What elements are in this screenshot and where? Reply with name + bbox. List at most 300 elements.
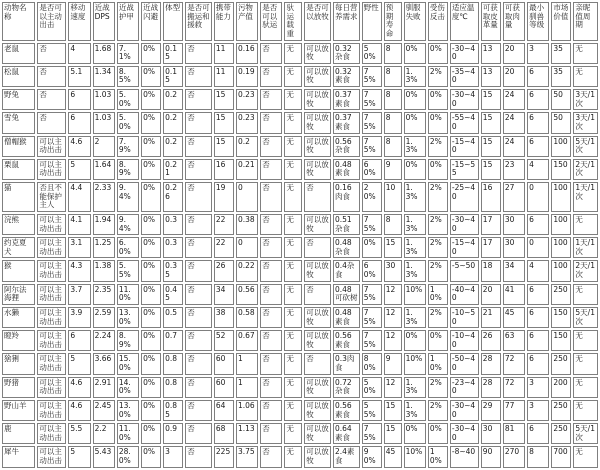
table-cell: 0% [141,89,161,110]
table-cell: 1 [236,353,258,374]
table-cell: 0 [527,237,549,258]
column-header: 是否可以放牧 [304,2,331,41]
table-cell: 可以放牧 [304,446,331,467]
table-cell: 0.85 [163,400,183,421]
table-cell: 10 [384,182,402,212]
table-cell: 75% [362,214,382,235]
table-cell: 否且不能保护主人 [37,182,66,212]
table-cell: 0% [428,159,448,180]
table-cell: 13.0% [117,400,139,421]
table-cell: -15~40 [450,237,479,258]
table-cell: 21 [481,307,501,328]
table-cell: 5.1 [68,66,90,87]
table-cell: 无 [284,377,302,398]
table-cell: 无 [284,330,302,351]
table-cell: 0.23 [236,112,258,133]
table-cell: -5~50 [450,260,479,281]
table-row [2,43,598,64]
table-row [2,400,598,421]
table-cell: 60% [362,260,382,281]
table-cell: 可以放牧 [304,260,331,281]
table-cell: 15 [384,423,402,444]
table-cell: 0.48杂食 [333,237,360,258]
table-cell: 24 [503,89,525,110]
table-cell: 12 [384,330,402,351]
table-cell: 6 [527,423,549,444]
table-cell: 90 [481,446,501,467]
table-cell: 无 [284,307,302,328]
table-cell: 28.0% [117,446,139,467]
table-cell: 可以主动出击 [37,400,66,421]
table-cell: 0.16 [236,43,258,64]
table-cell: 否 [185,307,212,328]
table-cell: 否 [260,159,282,180]
table-cell: 6 [527,214,549,235]
column-header: 亲昵值周期 [573,2,598,41]
table-cell: 27 [503,182,525,212]
table-cell: -50~40 [450,353,479,374]
table-cell: 0.56素食 [333,330,360,351]
animal-name-cell: 野山羊 [2,400,35,421]
table-cell: 75% [362,66,382,87]
table-cell: -55~40 [450,112,479,133]
table-cell: 2% [428,260,448,281]
animal-name-cell: 约克夏犬 [2,237,35,258]
table-cell: 5.0% [117,112,139,133]
table-cell: 2天/1次 [573,260,598,281]
table-cell: 0.67 [236,330,258,351]
column-header: 驯服失败 [404,2,426,41]
table-cell: 否 [304,182,331,212]
table-cell: 0.7 [163,330,183,351]
table-cell: 2% [428,307,448,328]
table-cell: 250 [551,400,571,421]
table-cell: 15 [214,89,234,110]
table-cell: 75% [362,136,382,157]
table-cell: 可以放牧 [304,159,331,180]
table-cell: 75% [362,284,382,305]
table-cell: 0.64素食 [333,423,360,444]
table-cell: 1.13 [236,423,258,444]
animal-name-cell: 猞猁 [2,353,35,374]
table-cell: 29 [481,400,501,421]
table-cell: 2% [428,66,448,87]
table-cell: -15~55 [450,159,479,180]
table-cell: 150 [551,159,571,180]
table-cell: 1.03 [93,112,115,133]
table-cell: 50 [551,112,571,133]
animal-name-cell: 水獭 [2,307,35,328]
column-header: 市场价值 [551,2,571,41]
table-cell: 否 [260,330,282,351]
table-cell: 19 [214,182,234,212]
table-row [2,182,598,212]
table-cell: 可以主动出击 [37,423,66,444]
table-cell: 28 [481,353,501,374]
table-cell: 无 [573,446,598,467]
table-cell: 26 [214,260,234,281]
table-cell: 0% [141,330,161,351]
table-cell: 8 [384,43,402,64]
table-cell: 可以主动出击 [37,284,66,305]
table-cell: 否 [185,182,212,212]
table-cell: 0 [236,182,258,212]
table-cell: 1.03 [93,89,115,110]
table-cell: 64 [214,400,234,421]
table-cell: 3 [527,400,549,421]
table-cell: 270 [503,446,525,467]
table-cell: 15.0% [117,353,139,374]
table-cell: 否 [185,260,212,281]
table-cell: 0% [428,89,448,110]
table-cell: 10% [404,284,426,305]
table-cell: 75% [362,330,382,351]
table-cell: 0.56 [236,284,258,305]
table-cell: 0.15 [163,66,183,87]
table-cell: -35~40 [450,66,479,87]
table-cell: -30~40 [450,423,479,444]
table-cell: 0% [428,330,448,351]
column-header: 是否可以驮运 [260,2,282,41]
column-header: 每日营养需求 [333,2,360,41]
table-header-row [2,2,598,41]
table-cell: 无 [573,377,598,398]
table-cell: 0% [141,43,161,64]
table-cell: 0.3 [163,237,183,258]
table-cell: 无 [284,237,302,258]
table-cell: 15 [384,400,402,421]
table-cell: 700 [551,446,571,467]
column-header: 是否可搬运和援救 [185,2,212,41]
table-cell: 1天/1次 [573,237,598,258]
table-cell: 2天/1次 [573,159,598,180]
table-cell: 16 [481,182,501,212]
table-cell: 8 [384,89,402,110]
table-cell: 0.2 [163,112,183,133]
table-cell: 0% [428,423,448,444]
table-cell: 8.9% [117,330,139,351]
table-cell: 否 [185,446,212,467]
table-cell: 38 [214,307,234,328]
table-cell: 1.3% [404,237,426,258]
table-cell: 72 [503,377,525,398]
table-cell: 20 [503,43,525,64]
table-cell: 可以主动出击 [37,159,66,180]
table-cell: 2.4素食 [333,446,360,467]
table-cell: 否 [260,182,282,212]
table-cell: 无 [573,284,598,305]
table-cell: 100 [551,237,571,258]
table-cell: 4.6 [68,400,90,421]
table-cell: 0.16肉食 [333,182,360,212]
table-cell: 1.64 [93,159,115,180]
table-cell: 无 [284,182,302,212]
table-cell: 0% [141,446,161,467]
table-cell: 100 [551,260,571,281]
table-cell: 0.15 [163,43,183,64]
table-cell: 5天/1次 [573,307,598,328]
column-header: 驮运载重 [284,2,302,41]
table-cell: 0% [404,43,426,64]
table-cell: 4 [527,260,549,281]
column-header: 体型 [163,2,183,41]
table-cell: 0% [141,284,161,305]
table-cell: 63 [503,330,525,351]
column-header: 是否可以主动出击 [37,2,66,41]
table-cell: 4.3 [68,260,90,281]
column-header: 受伤反击 [428,2,448,41]
table-cell: 12 [384,377,402,398]
table-cell: 0% [404,159,426,180]
table-cell: 24 [503,136,525,157]
table-cell: 6 [527,89,549,110]
table-cell: 15 [214,136,234,157]
table-cell: 可以放牧 [304,423,331,444]
table-cell: 0% [141,214,161,235]
table-cell: 12 [384,284,402,305]
table-cell: 0.2 [236,136,258,157]
table-cell: 7.1% [117,43,139,64]
table-row [2,214,598,235]
table-cell: 20% [362,182,382,212]
table-cell: 可以放牧 [304,400,331,421]
table-cell: 可以主动出击 [37,260,66,281]
table-cell: 可以放牧 [304,89,331,110]
table-cell: 5.43 [93,446,115,467]
table-cell: 15 [214,112,234,133]
table-cell: 否 [185,136,212,157]
table-cell: 8 [384,214,402,235]
table-cell: 可以主动出击 [37,353,66,374]
table-row [2,66,598,87]
table-cell: 否 [304,284,331,305]
table-cell: 75% [362,423,382,444]
table-cell: 81 [503,423,525,444]
table-row [2,260,598,281]
table-cell: 否 [260,66,282,87]
table-cell: 3天/1次 [573,89,598,110]
table-cell: 1.3% [404,66,426,87]
table-cell: 否 [185,159,212,180]
table-cell: 2.45 [93,400,115,421]
table-cell: 10% [404,446,426,467]
table-cell: 否 [185,400,212,421]
table-cell: -30~40 [450,400,479,421]
table-cell: 否 [185,330,212,351]
table-cell: 0% [141,159,161,180]
table-cell: 5.0% [117,89,139,110]
animal-name-cell: 浣熊 [2,214,35,235]
table-cell: 否 [185,284,212,305]
table-cell: 9 [384,159,402,180]
table-cell: 22 [214,237,234,258]
table-cell: 30 [481,423,501,444]
table-cell: 68 [214,423,234,444]
table-cell: 50 [551,89,571,110]
animal-name-cell: 瞪羚 [2,330,35,351]
table-cell: 4.4 [68,182,90,212]
table-cell: 否 [185,423,212,444]
table-cell: 否 [37,89,66,110]
table-cell: 3.66 [93,353,115,374]
table-cell: 1.68 [93,43,115,64]
table-cell: 4 [68,43,90,64]
table-cell: 4.1 [68,214,90,235]
table-cell: 无 [284,112,302,133]
table-cell: 无 [284,260,302,281]
table-cell: 否 [260,136,282,157]
table-cell: 0% [141,112,161,133]
animal-name-cell: 松鼠 [2,66,35,87]
table-cell: 60 [214,353,234,374]
table-cell: 2% [428,136,448,157]
table-cell: 可以放牧 [304,330,331,351]
column-header: 移动速度 [68,2,90,41]
table-cell: 否 [260,400,282,421]
table-cell: 无 [284,353,302,374]
table-cell: 11 [214,66,234,87]
table-cell: 1.3% [404,307,426,328]
table-cell: 6 [527,284,549,305]
table-cell: 100 [551,182,571,212]
table-cell: -30~40 [450,214,479,235]
table-row [2,446,598,467]
table-cell: 2 [93,136,115,157]
table-cell: 无 [573,353,598,374]
table-cell: 90% [362,446,382,467]
table-cell: 0.45 [163,284,183,305]
table-cell: 72 [503,353,525,374]
column-header: 近战闪避 [141,2,161,41]
table-cell: 34 [214,284,234,305]
table-cell: 11 [214,43,234,64]
table-cell: 0.58 [236,307,258,328]
table-cell: 8 [527,446,549,467]
animal-name-cell: 阿尔法海狸 [2,284,35,305]
table-cell: 否 [260,423,282,444]
table-cell: 30 [384,260,402,281]
column-header: 最小驯兽等级 [527,2,549,41]
table-cell: 23 [503,159,525,180]
table-cell: -30~40 [450,89,479,110]
table-cell: 0% [141,66,161,87]
table-cell: 0% [428,112,448,133]
table-cell: 0.35 [163,260,183,281]
table-cell: 可以放牧 [304,112,331,133]
table-row [2,237,598,258]
table-cell: 2.2 [93,423,115,444]
table-cell: 13 [481,43,501,64]
table-row [2,89,598,110]
table-cell: 6 [527,307,549,328]
table-cell: 2% [428,400,448,421]
table-cell: 1.25 [93,237,115,258]
table-cell: 否 [37,112,66,133]
table-cell: 否 [260,353,282,374]
table-cell: 否 [260,284,282,305]
table-cell: 0.56杂食 [333,136,360,157]
table-cell: 可以主动出击 [37,237,66,258]
table-cell: 26 [481,330,501,351]
table-cell: 10% [428,353,448,374]
table-cell: 80% [362,353,382,374]
table-cell: 可以放牧 [304,307,331,328]
table-cell: 45 [384,446,402,467]
table-cell: 0% [404,423,426,444]
table-cell: 0.2 [163,89,183,110]
table-cell: 5 [68,446,90,467]
table-cell: 50% [362,377,382,398]
table-cell: 无 [284,66,302,87]
table-cell: 否 [185,89,212,110]
table-cell: 否 [185,43,212,64]
table-cell: 可以放牧 [304,43,331,64]
table-cell: 6 [68,89,90,110]
animal-name-cell: 野猪 [2,377,35,398]
column-header: 可获取肉量 [503,2,525,41]
table-cell: 13.0% [117,307,139,328]
table-cell: 可以主动出击 [37,307,66,328]
table-cell: 0% [404,330,426,351]
table-cell: 8 [384,112,402,133]
table-cell: 3.9 [68,307,90,328]
table-cell: 11.0% [117,284,139,305]
table-cell: 10% [428,284,448,305]
table-cell: 0.19 [236,66,258,87]
table-cell: 7.9% [117,136,139,157]
table-cell: 2.35 [93,284,115,305]
table-cell: 75% [362,307,382,328]
table-cell: 2.33 [93,182,115,212]
table-cell: -30~40 [450,43,479,64]
table-cell: 11.0% [117,423,139,444]
table-cell: 0% [141,353,161,374]
table-cell: 9.4% [117,182,139,212]
table-cell: 0.37素食 [333,89,360,110]
animal-name-cell: 犀牛 [2,446,35,467]
table-cell: 可以放牧 [304,214,331,235]
table-cell: 2% [428,237,448,258]
table-cell: 6 [68,330,90,351]
table-cell: 0.8 [163,377,183,398]
table-cell: 0.3 [163,214,183,235]
table-cell: 1.3% [404,214,426,235]
table-cell: 无 [284,136,302,157]
table-cell: 否 [304,353,331,374]
table-cell: 无 [573,66,598,87]
table-cell: 15 [481,112,501,133]
table-cell: 0.48素食 [333,159,360,180]
table-cell: 否 [260,214,282,235]
table-cell: 15 [384,237,402,258]
column-header: 污物产值 [236,2,258,41]
table-cell: 75% [362,112,382,133]
table-cell: 6.0% [117,237,139,258]
table-cell: 0.51杂食 [333,214,360,235]
animal-name-cell: 鹿 [2,423,35,444]
table-cell: 2.91 [93,377,115,398]
table-cell: 无 [573,214,598,235]
table-cell: 0% [141,423,161,444]
table-cell: 无 [284,284,302,305]
table-cell: 无 [284,159,302,180]
table-cell: 18 [481,260,501,281]
table-cell: 5 [68,353,90,374]
table-cell: 否 [185,377,212,398]
table-cell: 3天/1次 [573,112,598,133]
table-cell: 8.9% [117,159,139,180]
table-cell: 否 [260,377,282,398]
